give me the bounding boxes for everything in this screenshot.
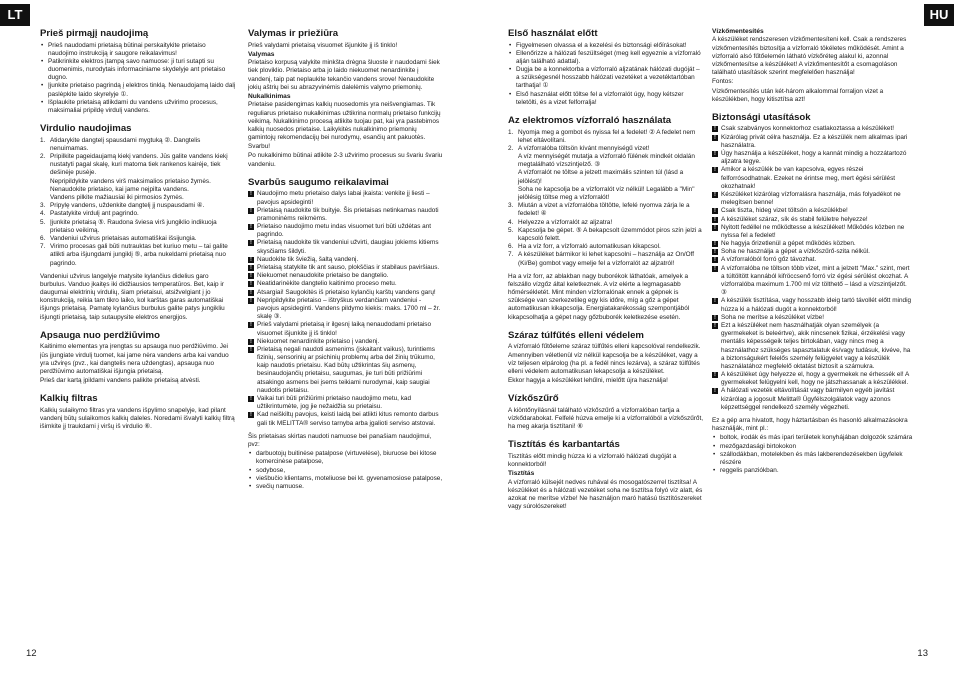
warning-text: Úgy használja a készüléket, hogy a kannát mindig a hozzátartozó aljzatra tegye. [721,150,907,166]
before-first-use-list [40,42,236,116]
cleaning-subtitle-hu: Tisztítás [508,470,535,478]
warning-icon: ! [248,257,254,263]
intended-use-list [248,450,444,491]
warning-item [712,248,914,256]
section-title-limescale-filter-hu: Vízkőszűrő [508,393,559,405]
step-text: Nenaudokite prietaiso, kai jame neįpilta vandens. [50,185,189,193]
warning-text: Ezt a készüléket nem használhatják olyan személyek (a gyermekeket is beleértve), akik nincsenek fizikai, érzékelési vagy mentális képességeik teljes birtokában, vagy nincs meg a használathoz szükséges tapasztalatuk és/vagy tudásuk, kivéve, ha a biztonságukért felelős személy felügyelet vagy a készülék használatához megfelelő oktatást biztosít a számukra. [721,321,911,370]
step-number: 5. [508,226,514,234]
list-item: • boltok, irodák és más ipari területek konyhájában dolgozók számára [712,434,914,442]
column-lt-1 [40,28,236,638]
step-item [40,235,236,243]
list-item: • Įjunkite prietaiso pagrindą į elektros tinklą. Nenaudojamą laido dalį paslėpkite laido skyrelyje ①. [40,82,236,98]
step-item [40,153,236,178]
warning-item [248,264,444,272]
descaling-after-hu: Vízkőmentesítés után két-három alkalommal forraljon vizet a készülékben, hogy kitisztítsa azt! [712,87,884,103]
intended-use-paragraph: Šis prietaisas skirtas naudoti namuose bei panašiam naudojimui, pvz: [248,432,432,448]
list-item: • Išplaukite prietaisą atlikdami du vandens užvirimo procesus, maksimaliai pripildę virdulį vandens. [40,99,236,115]
step-number: 1. [508,128,514,136]
step-number: 4. [40,210,46,218]
step-text: Pripilkite pageidaujamą kiekį vandens. Jūs galite vandens kiekį nustatyti pagal skalę, kuri matoma tiek rankenos kairėje, tiek dešinėje pusėje. [50,153,228,177]
warning-icon: ! [248,240,254,246]
section-title-dry-protection-hu: Száraz túlfűtés elleni védelem [508,329,644,341]
warning-item [712,371,914,387]
dry-protection-paragraph-hu: A vízforraló fűtőeleme száraz túlfűtés elleni kapcsolóval rendelkezik. Amennyiben véletlenül víz nélkül kapcsolja be a készüléket, vagy a víz teljesen elpárolog (ha pl. a fedél nincs lezárva), a száraz túlfűtés elleni védelem automatikusan lekapcsolja a készüléket. [508,343,701,375]
kettle-use-paragraph: Vandeniui užvirus langelyje matysite kylančius didelius garo burbulus. Vanduo įkaitęs iki didžiausios temperatūros. Bet, kaip ir daugumai elektrinių virdulių, šiam prietaisui, atsižvelgiant į jo konstrukciją, reikia tam tikro laiko, kol karštas garas automatiškai išjungs prietaisą. Pamatę kylančius burbulus galite patys jungikliu išjungti prietaisą, taip sutaupysite elektros energijos. [40,272,225,321]
warning-icon: ! [248,265,254,271]
section-title-limescale-filter: Kalkių filtras [40,393,98,405]
warning-icon: ! [248,322,254,328]
warning-icon: ! [712,388,718,394]
warning-text: Vaikai turi būti prižiūrimi prietaiso naudojimo metu, kad užtikrintumėte, jog jie nežaidžia su prietaisu. [257,395,412,411]
descaling-important-hu: Fontos: [712,78,734,86]
warning-text: Ne hagyja őrizetlenül a gépet működés közben. [721,240,856,248]
step-text: Kapcsolja be gépet. ⑤ A bekapcsolt üzemmódot piros szín jelzi a kapcsoló felett. [518,226,702,242]
warning-item [248,321,444,337]
list-item: • darbuotojų buitinėse patalpose (virtuvelėse), biuruose bei kitose komercinėse patalpose, [248,450,444,466]
warning-item [712,224,914,240]
step-number: 4. [508,218,514,226]
descaling-paragraph: Prietaise pasidengimas kalkių nuosedomis yra neišvengiamas. Tik reguliarus prietaiso nukalkinimas užtikrina normalų prietaiso funkcijų veikimą. Nukalkinimo procesą atlikite tuojau pat, kai yra pastebimos kalkių nuosedos prietaise. Laikykitės nukalkinimo priemonių gamintojų rekomendacijų bei nurodymų, esančių ant pakuotės. [248,101,441,142]
safety-warnings-list [248,190,444,427]
warning-text: Prietaiso naudojimo metu indas visuomet turi būti uždėtas ant pagrindo. [257,223,432,239]
warning-text: Nyitott fedéllel ne működtesse a készüléket! Működés közben ne nyissa fel a fedelet! [721,223,905,239]
kettle-use-paragraph-hu: Ha a víz forr, az ablakban nagy buborékok láthatóak, amelyek a felszállo vízgőz által keletkeznek. A víz elérte a legmagasabb hőmérsékletét. Mint minden vízforralónak ennek a gépnek is szüksége van szerkezetileg egy kis időre, míg a gőz a gépet automatikusan kikapcsolja. Energiatakarékosság szempontjából kikapcsolhatja a gépet nagy gőzbuborék keletkezése esetén. [508,272,690,321]
step-number: 3. [508,202,514,210]
descaling-subtitle: Nukalkinimas [248,92,291,100]
step-number: 3. [40,202,46,210]
warning-text: Naudojimo metu prietaiso dalys labai įkaista: venkite jį liesti – pavojus apsideginti! [257,190,430,206]
warning-item [712,387,914,412]
section-title-safety: Svarbūs saugumo reikalavimai [248,176,389,188]
step-number: 6. [40,234,46,242]
warning-text: A készüléket úgy helyezze el, hogy a gyermekek ne érhessék el! A gyermekeket felügyelni kell, hogy ne játszhassanak a készülékkel. [721,371,909,387]
step-text: Nepripildykite vandens virš maksimalios prietaiso žymės. [50,177,211,185]
list-item: • svečių namuose. [248,483,444,491]
warning-text: Naudokite tik šviežią, šaltą vandenį. [257,255,359,263]
descaling-important: Svarbu! [248,143,271,151]
step-item [508,251,704,267]
warning-item [712,256,914,264]
list-item: • Figyelmesen olvassa el a kezelési és biztonsági előírásokat! [508,42,704,50]
section-title-dry-protection: Apsauga nuo perdžiūvimo [40,329,160,341]
warning-text: Kad neiškiltų pavojus, keisti laidą bei atlikti kitus remonto darbus gali tik MELITTA® serviso tarnyba arba įgalioti serviso atstovai. [257,411,439,427]
step-number: 2. [508,144,514,152]
step-text: Atidarykite dangtelį spausdami mygtuką ②. Dangtelis nenuimamas. [50,136,201,152]
warning-text: Prieš valydami prietaisą ir ilgesnį laiką nenaudodami prietaiso visuomet išjunkite jį iš tinklo! [257,321,432,337]
list-item: • Dugja be a konnektorba a vízforraló aljzatának hálózati dugóját – a szükségesnél hosszabb hálózati vezetéket a vezetéktartóban tarthatja! ① [508,66,704,91]
step-item [508,129,704,145]
step-text: A vízforralót ne töltse a jelzett maximális szinten túl (lásd a jelölést)! [518,169,684,185]
warning-text: Prietaisą naudokite tik buityje. Šis prietaisas netinkamas naudoti pramoninėms reikmėms. [257,206,439,222]
warning-text: A vízforralóból forró gőz távozhat. [721,256,817,264]
kettle-use-steps-hu [508,129,704,268]
language-tab-lt: LT [0,4,30,26]
list-item: • Patikrinkite elektros įtampą savo namuose: ji turi sutapti su duomenimis, nurodytais informaciniame skydelyje ant prietaiso dugno. [40,58,236,83]
warning-icon: ! [712,249,718,255]
warning-text: Niekuomet nenaudokite prietaiso be dangtelio. [257,272,389,280]
warning-icon: ! [248,412,254,418]
step-text: A készüléket bármikor ki lehet kapcsolni – használja az On/Off (Ki/Be) gombot vagy emelje fel a vízforralót az aljzatról! [518,251,695,267]
warning-text: Csak szabványos konnektorhoz csatlakoztassa a készüléket! [721,125,894,133]
warning-icon: ! [712,151,718,157]
step-number: 1. [40,136,46,144]
warning-text: A vízforralóba ne töltson több vizet, mint a jelzett "Max." szint, mert a túltöltött kannából kifröccsenő forró víz égési sérülést okozhat. A vízforralóba maximum 1.700 ml víz tölthető – lásd a vízszintjelzőt. ③ [721,264,910,297]
warning-text: A készüléket száraz, sík és stabil felületre helyezze! [721,215,868,223]
limescale-filter-paragraph-hu: A kiöntőnyílásnál található vízkőszűrő a vízforralóban tartja a vízkődarabokat. Felfelé húzva emelje ki a vízforralóból a vízkőszűrőt, ha meg akarja tisztítani! ⑥ [508,406,704,431]
step-item [508,186,704,202]
list-item: • Ellenőrizze a hálózati feszültséget (meg kell egyeznie a vízforraló alján található adattal). [508,50,704,66]
section-title-before-first-use: Prieš pirmąjį naudojimą [40,28,149,39]
warning-icon: ! [712,298,718,304]
warning-item [712,322,914,371]
warning-item [712,150,914,166]
kettle-use-steps [40,137,236,268]
warning-item [248,289,444,297]
section-title-kettle-use-hu: Az elektromos vízforraló használata [508,115,672,126]
step-text: Pripylę vandens, uždenkite dangtelį jį nuspausdami ④. [50,202,205,210]
warning-icon: ! [712,372,718,378]
warning-text: Készüléket kizárólag vízforralásra használja, más folyadékot ne melegítsen benne! [721,190,901,207]
step-item [40,210,236,218]
step-number: 2. [40,153,46,161]
warning-item [712,191,914,207]
step-item [40,178,236,186]
warning-icon: ! [712,208,718,214]
warning-icon: ! [712,266,718,272]
warning-icon: ! [712,323,718,329]
page-number-left: 12 [26,648,37,659]
warning-item [248,395,444,411]
section-title-kettle-use: Virdulio naudojimas [40,123,132,135]
column-hu-1 [508,28,704,638]
language-tab-hu: HU [924,4,954,26]
warning-item [248,256,444,264]
warning-icon: ! [712,192,718,198]
cleaning-subtitle: Valymas [248,50,275,58]
warning-icon: ! [712,135,718,141]
page-number-right: 13 [917,648,928,659]
cleaning-paragraph-hu: A vízforraló külsejét nedves ruhával és mosogatószerrel tisztítsa! A készüléket és a hálózati vezetéket soha ne tisztítsa folyó víz alatt, és azokat ne merítse vízbe! Ne használjon maró hatású tisztítószereket vagy súrolószereket! [508,478,703,511]
list-item: • reggelis panziókban. [712,467,914,475]
warning-icon: ! [712,217,718,223]
warning-icon: ! [248,273,254,279]
warning-icon: ! [248,191,254,197]
list-item: • szállodákban, motelekben és más lakberendezésekben ügyfelek részére [712,451,914,467]
column-lt-2 [248,28,444,638]
list-item: • mezőgazdasági birtokokon [712,443,914,451]
warning-text: A hálózati vezeték eltávolítását vagy bármilyen egyéb javítást kizárólag a jogosult Melitta® Ügyfélszolgálatok vagy azonos képzettséggel rendelkező személy végezheti. [721,387,895,411]
section-title-cleaning: Valymas ir priežiūra [248,28,339,39]
step-item [508,243,704,251]
warning-item [248,272,444,280]
before-first-use-list-hu [508,42,704,108]
step-text: Pastatykite virdulį ant pagrindo. [50,210,139,218]
warning-text: Csak tiszta, hideg vizet töltsön a készülékbe! [721,207,848,215]
warning-icon: ! [712,257,718,263]
warning-item [712,134,914,150]
warning-item [248,297,444,322]
step-item [40,186,236,194]
warning-text: Nepripildykite prietaiso – ištryškus verdančiam vandeniui - pavojus apsideginti. Vandens pildymo kiekis: maks. 1700 ml – žr. skalę ③. [257,296,441,321]
warning-item [248,207,444,223]
warning-item [712,207,914,215]
warning-item [712,314,914,322]
warning-item [712,125,914,133]
warning-text: Kizárólag privát célra használja. Ez a készülék nem alkalmas ipari használatra. [721,133,908,149]
intended-use-list-hu [712,434,914,475]
warning-icon: ! [248,224,254,230]
step-text: Helyezze a vízforralót az aljzatra! [518,218,613,226]
warning-text: A készülék tisztítása, vagy hosszabb ideig tartó távollét előtt mindig húzza ki a hálózati dugót a konnektorból! [721,297,912,313]
step-item [508,169,704,185]
section-title-before-first-use-hu: Első használat előtt [508,28,598,39]
step-item [40,137,236,153]
safety-warnings-list-hu [712,125,914,412]
list-item: • viešbučio klientams, moteliuose bei kt. gyvenamosiose patalpose, [248,475,444,483]
warning-text: Amikor a készülék be van kapcsolva, egyes részei felforrósodhatnak. Ezeket ne érintse meg, mert égési sérülést okozhatnak! [721,166,896,190]
section-title-safety-hu: Biztonsági utasítások [712,111,811,123]
step-text: A vízforralóba töltsön kívánt mennyiségű vizet! [518,144,650,152]
warning-text: Prietaisą naudokite tik vandeniui užvirti, daugiau jokiems kitiems skysčiams šildyti. [257,239,439,255]
step-text: Ha a víz forr, a vízforraló automatikusan kikapcsol. [518,243,661,251]
warning-item [248,338,444,346]
dry-protection-note: Prieš dar kartą įpildami vandens palikite prietaisą atvėsti. [40,377,201,385]
step-item [40,194,236,202]
warning-item [248,223,444,239]
column-hu-2 [712,28,914,638]
descaling-paragraph-hu: A készüléket rendszeresen vízkőmentesíteni kell. Csak a rendszeres vízkőmentesítés biztosítja a vízforraló tökéletes működését. Amint a vízforraló alsó fűtőelemén látható vízkőréteg alakul ki, azonnal vízkőmentesítse a készüléket! A vízkőmentesítőt a csomagoláson található utasítások szerint megfelelően használja! [712,36,907,77]
step-item [40,202,236,210]
warning-item [248,190,444,206]
warning-item [248,280,444,288]
warning-icon: ! [712,241,718,247]
cleaning-paragraph: Prietaiso korpusą valykite minkšta drėgna šluoste ir naudodami šiek tiek ploviklio. Prietaiso arba jo laido niekuomet nenardinkite į vandenį, taip pat neplaukite tekančio vandens srove! Nenaudokite jokių aštrių bei su abrazyvinėmis dalelėmis valymo priemonių. [248,59,440,91]
step-item [508,145,704,153]
step-text: Miután a vizet a vízforralóba töltötte, lefelé nyomva zárja le a fedelet! ④ [518,202,690,218]
dry-protection-paragraph: Kaitinimo elementas yra įrengtas su apsauga nuo perdžiūvimo. Jei jūs įjungiate virdulį tuomet, kai jame nėra vandens arba kai vanduo yra užviręs (pvz., kai dangtelis nera uždengtas), apsauga nuo perdžiūvimo automatiškai išjungia prietaisą. [40,343,229,375]
warning-icon: ! [248,339,254,345]
step-item [508,202,704,218]
list-item: • Első használat előtt töltse fel a vízforralót úgy, hogy kétszer teletölti, és a vizet felforralja! [508,91,704,107]
list-item: • sodybose, [248,467,444,475]
warning-icon: ! [248,347,254,353]
warning-item [712,216,914,224]
warning-icon: ! [248,281,254,287]
warning-item [712,166,914,191]
warning-text: Prietaisą negali naudoti asmenims (įskaitant vaikus), turintiems fizinių, sensorinių ar psichinių problemų arba del žinių trūkumo, kaip naudotis prietaisu. Kad būtų užtikrintas šių asmenų, besinaudojančių prietaisu, saugumas, jie turi būti prižiūrimi atsakingo asmens bei įsems teikiami nurodymai, kaip saugiai naudotis prietaisu. [257,345,435,394]
warning-text: Atsargiai! Saugokitės iš prietaiso kylančių karštų vandens garų! [257,288,436,296]
warning-icon: ! [712,225,718,231]
list-item: • Prieš naudodami prietaisą būtinai perskaitykite prietaiso naudojimo instrukciją ir saugore reikalavimus! [40,42,236,58]
warning-item [248,411,444,427]
warning-icon: ! [248,298,254,304]
warning-text: Soha ne használja a gépet a vízkőszűrő-szita nélkül. [721,248,870,256]
warning-item [248,346,444,395]
step-text: A víz mennyiségét mutatja a vízforraló fülének mindkét oldalán megtalálható vízszintjelző. ③ [518,153,695,169]
descaling-after: Po nukalkinimo būtinai atlikite 2-3 užvirimo procesus su švariu švariu vandeniu. [248,152,443,168]
step-text: Virimo procesas gali būti nutrauktas bet kuriuo metu – tai galite atlikti arba išjungdami jungiklį ⑤, arba nukeldami prietaisą nuo pagrindo. [50,243,228,267]
step-number: 6. [508,243,514,251]
warning-text: Neatidarinėkite dangtelio kaitinimo proceso metu. [257,280,397,288]
warning-icon: ! [248,208,254,214]
step-text: Vandens pilkite mažiausiai iki pirmosios žymės. [50,194,184,201]
intended-use-paragraph-hu: Ez a gép arra hivatott, hogy háztartásban és hasonló alkalmazásokra használják, mint pl.: [712,417,908,433]
step-item [508,153,704,169]
warning-icon: ! [712,315,718,321]
descaling-subtitle-hu: Vízkőmentesítés [712,28,764,35]
warning-text: Prietaisą statykite tik ant sauso, plokščias ir stabilaus paviršiaus. [257,264,440,271]
step-text: Vandeniui užvirus prietaisas automatiškai išsijungia. [50,234,197,242]
warning-item [248,239,444,255]
step-number: 5. [40,218,46,226]
warning-item [712,240,914,248]
step-text: Įjunkite prietaisą ⑤. Raudona šviesa virš jungiklio indikuoja prietaiso veikimą. [50,218,217,234]
warning-icon: ! [248,290,254,296]
warning-icon: ! [712,126,718,132]
step-item [508,219,704,227]
dry-protection-note-hu: Ekkor hagyja a készüléket lehűlni, mielőtt újra használja! [508,377,668,385]
cleaning-intro: Prieš valydami prietaisą visuomet išjunkite jį iš tinklo! [248,41,398,49]
section-title-cleaning-hu: Tisztítás és karbantartás [508,439,620,451]
warning-item [712,297,914,313]
step-item [40,219,236,235]
warning-text: Soha ne merítse a készüléket vízbe! [721,313,825,321]
step-number: 7. [40,243,46,251]
step-item [40,243,236,268]
warning-icon: ! [712,167,718,173]
warning-text: Niekuomet nenardinkite prietaiso į vandenį. [257,337,380,345]
step-text: Soha ne kapcsolja be a vízforralót víz nélkül! Legalább a "Min" jelölésig töltse meg a vízforralót! [518,185,695,201]
step-text: Nyomja meg a gombot és nyissa fel a fedelet! ② A fedelet nem lehet eltávolítani. [518,128,696,144]
step-item [508,227,704,243]
limescale-filter-paragraph: Kalkių sulaikymo filtras yra vandens išpylimo snapelyje, kad pilant vandenį būtų sulaikomos kalkių daleles. Noredami išvalyti kalkių filtrą išimkite jį traukdami į viršų iš virdulio ⑥. [40,406,235,431]
warning-item [712,265,914,298]
warning-icon: ! [248,396,254,402]
step-number: 7. [508,251,514,259]
cleaning-intro-hu: Tisztítás előtt mindig húzza ki a vízforraló hálózati dugóját a konnektorból! [508,452,677,468]
